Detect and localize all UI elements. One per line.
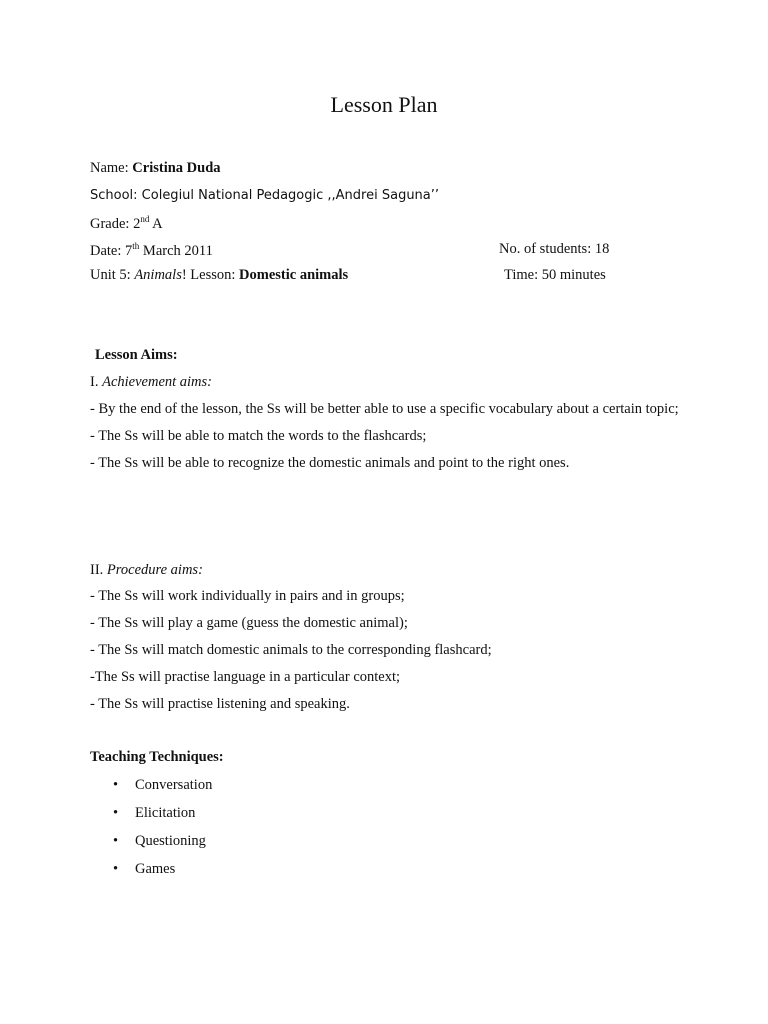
date-suffix: March 2011 (139, 242, 213, 259)
lesson-time: Time: 50 minutes (504, 267, 606, 283)
procedure-item: - The Ss will match domestic animals to the corresponding flashcard; (90, 642, 492, 658)
page-title: Lesson Plan (330, 92, 438, 117)
name-label: Name: (90, 160, 133, 176)
procedure-label: Procedure aims: (106, 562, 203, 578)
grade-line (90, 214, 163, 233)
achievement-heading (90, 374, 212, 391)
aims-heading-text: Lesson Aims: (95, 347, 178, 363)
unit-name: Animals (134, 267, 182, 283)
grade-suffix: A (149, 215, 163, 232)
date-line (90, 241, 213, 260)
procedure-heading (90, 562, 203, 579)
procedure-item: - The Ss will play a game (guess the domestic animal); (90, 615, 408, 631)
list-item (90, 829, 212, 857)
unit-prefix: Unit 5: (90, 267, 135, 283)
teacher-name: Cristina Duda (132, 160, 221, 176)
technique-label: Elicitation (135, 805, 196, 821)
unit-line (90, 267, 348, 284)
grade-label: Grade: 2 (90, 215, 141, 232)
bullet-icon: • (113, 805, 119, 821)
achievement-item: - The Ss will be able to match the words to the flashcards; (90, 428, 427, 444)
lesson-name: Domestic animals (239, 267, 349, 283)
aims-heading (95, 347, 178, 364)
date-sup: th (132, 241, 140, 251)
techniques-list (90, 773, 212, 885)
achievement-prefix: I. (90, 374, 103, 390)
grade-sup: nd (140, 214, 150, 224)
list-item (90, 801, 212, 829)
bullet-icon: • (113, 861, 119, 877)
students-count: No. of students: 18 (499, 241, 610, 257)
procedure-item: -The Ss will practise language in a particular context; (90, 669, 401, 685)
techniques-heading-text: Teaching Techniques: (90, 749, 224, 765)
procedure-item: - The Ss will practise listening and speaking. (90, 696, 350, 712)
techniques-heading (90, 749, 224, 766)
list-item (90, 773, 212, 801)
list-item (90, 857, 212, 885)
achievement-list (90, 396, 680, 477)
achievement-label: Achievement aims: (102, 374, 213, 390)
unit-mid: ! Lesson: (181, 267, 240, 283)
achievement-item: - By the end of the lesson, the Ss will be better able to use a specific vocabulary about a certain topic; (90, 401, 679, 417)
date-label: Date: 7 (90, 242, 133, 259)
achievement-item: - The Ss will be able to recognize the domestic animals and point to the right ones. (90, 455, 570, 471)
procedure-item: - The Ss will work individually in pairs and in groups; (90, 588, 405, 604)
school-line: School: Colegiul National Pedagogic ,,Andrei Saguna’’ (90, 188, 440, 203)
technique-label: Games (135, 861, 176, 877)
technique-label: Questioning (135, 833, 206, 849)
name-line (90, 160, 221, 177)
bullet-icon: • (113, 833, 119, 849)
technique-label: Conversation (135, 777, 213, 793)
procedure-list (90, 583, 680, 718)
procedure-prefix: II. (90, 562, 107, 578)
bullet-icon: • (113, 777, 119, 793)
